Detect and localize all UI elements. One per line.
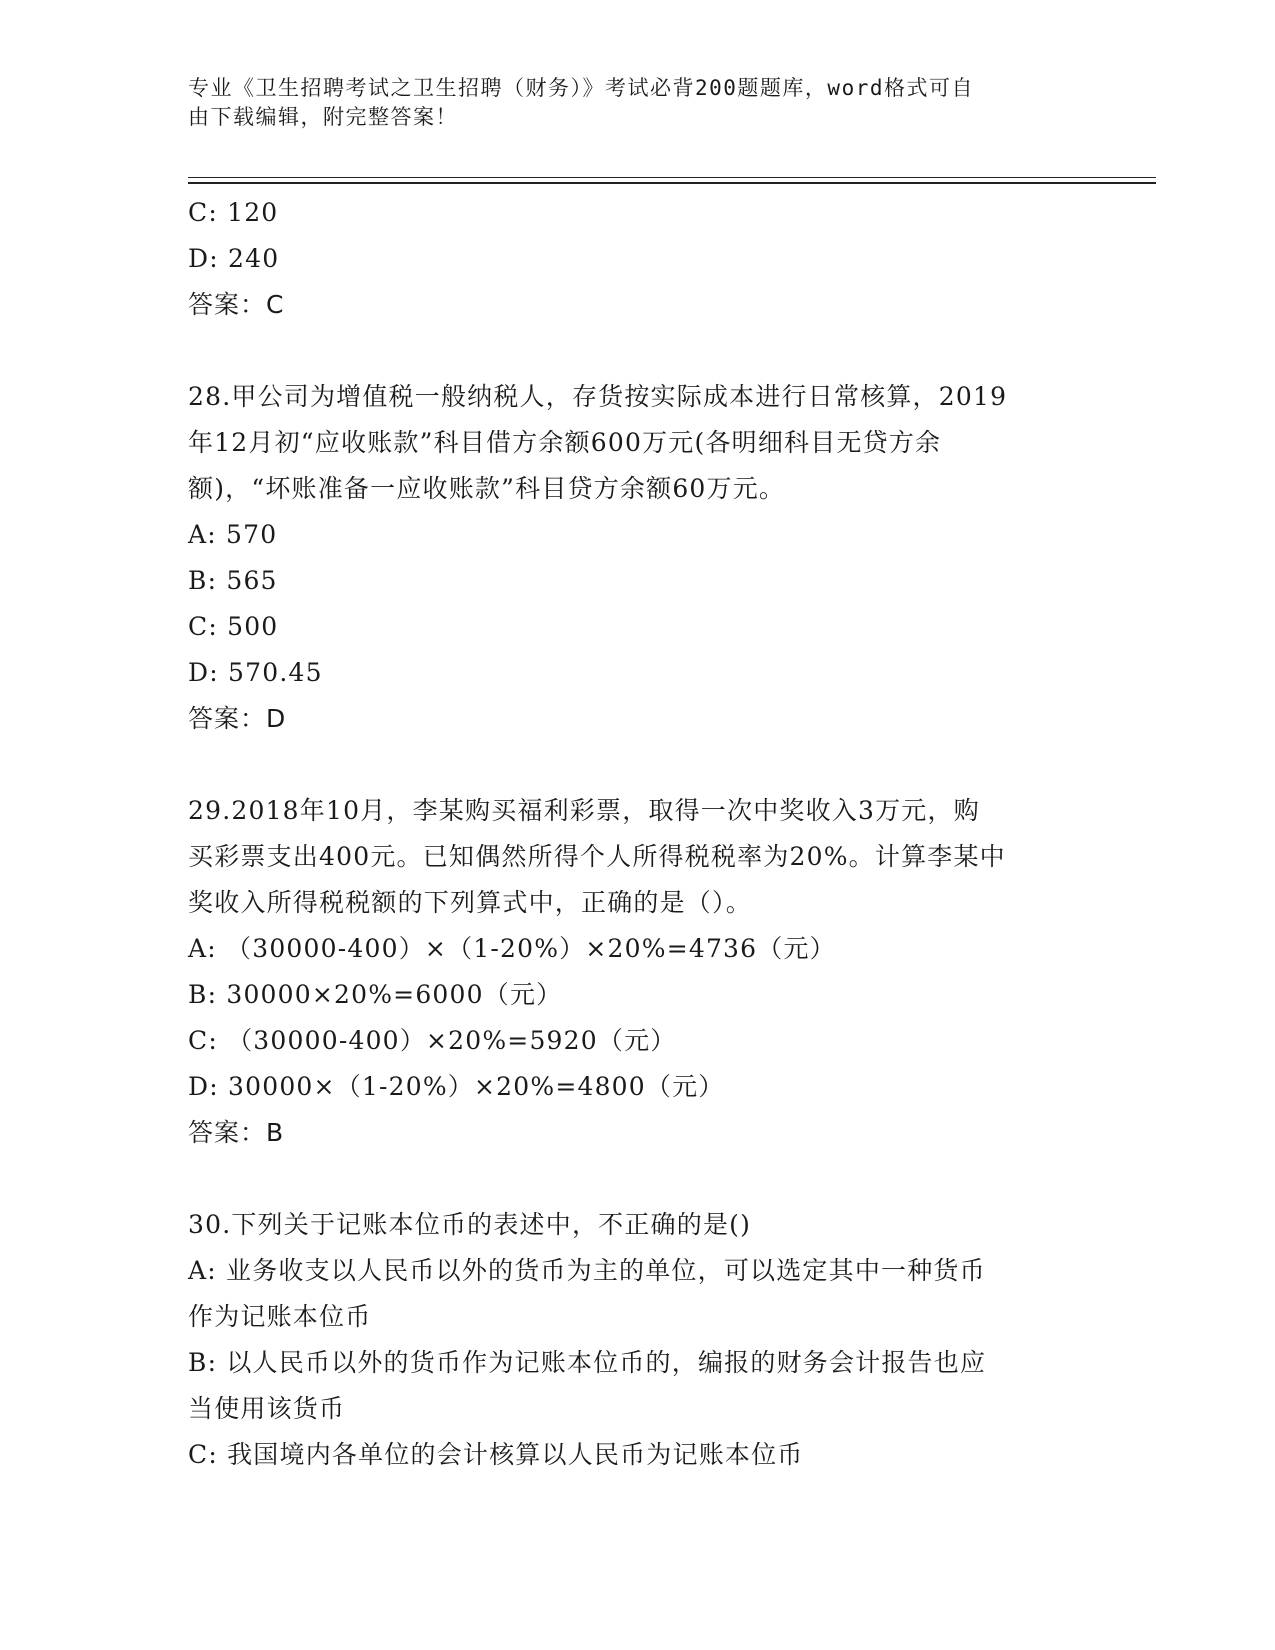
option-b: B: 565: [188, 566, 278, 595]
header-line-1: 专业《卫生招聘考试之卫生招聘（财务）》考试必背200题题库，word格式可自: [188, 76, 974, 100]
spacer: [188, 742, 1088, 788]
question-stem-line: 28.甲公司为增值税一般纳税人，存货按实际成本进行日常核算，2019: [188, 382, 1008, 411]
option-c: C: （30000-400）×20%=5920（元）: [188, 1026, 677, 1055]
question-stem-line: 30.下列关于记账本位币的表述中，不正确的是(): [188, 1210, 752, 1239]
question-30: [188, 1202, 1088, 1478]
spacer: [188, 328, 1088, 374]
spacer: [188, 1156, 1088, 1202]
option-a: A: （30000-400）×（1-20%）×20%=4736（元）: [188, 934, 836, 963]
document-body: [188, 190, 1088, 1478]
option-d: D: 30000×（1-20%）×20%=4800（元）: [188, 1072, 725, 1101]
option-a: A: 570: [188, 520, 278, 549]
answer-line: 答案：C: [188, 290, 285, 319]
option-a: A: 业务收支以人民币以外的货币为主的单位，可以选定其中一种货币: [188, 1256, 986, 1285]
option-b-continued: 当使用该货币: [188, 1394, 346, 1423]
option-a-continued: 作为记账本位币: [188, 1302, 372, 1331]
option-d: D: 240: [188, 244, 280, 273]
question-stem-line: 29.2018年10月，李某购买福利彩票，取得一次中奖收入3万元，购: [188, 796, 980, 825]
option-c: C: 我国境内各单位的会计核算以人民币为记账本位币: [188, 1440, 804, 1469]
question-27-tail: [188, 190, 1088, 328]
header-line-2: 由下载编辑，附完整答案！: [188, 105, 458, 129]
option-d: D: 570.45: [188, 658, 323, 687]
answer-line: 答案：B: [188, 1118, 285, 1147]
document-header: [188, 74, 1068, 132]
header-divider-thick: [188, 182, 1156, 184]
answer-line: 答案：D: [188, 704, 287, 733]
question-stem-line: 买彩票支出400元。已知偶然所得个人所得税税率为20%。计算李某中: [188, 842, 1006, 871]
question-stem-line: 额)，“坏账准备一应收账款”科目贷方余额60万元。: [188, 474, 786, 503]
option-c: C: 500: [188, 612, 279, 641]
option-b: B: 以人民币以外的货币作为记账本位币的，编报的财务会计报告也应: [188, 1348, 987, 1377]
question-29: [188, 788, 1088, 1156]
header-divider-thin: [188, 177, 1156, 178]
question-28: [188, 374, 1088, 742]
question-stem-line: 奖收入所得税税额的下列算式中，正确的是（）。: [188, 888, 752, 917]
option-c: C: 120: [188, 198, 279, 227]
question-stem-line: 年12月初“应收账款”科目借方余额600万元(各明细科目无贷方余: [188, 428, 942, 457]
option-b: B: 30000×20%=6000（元）: [188, 980, 563, 1009]
